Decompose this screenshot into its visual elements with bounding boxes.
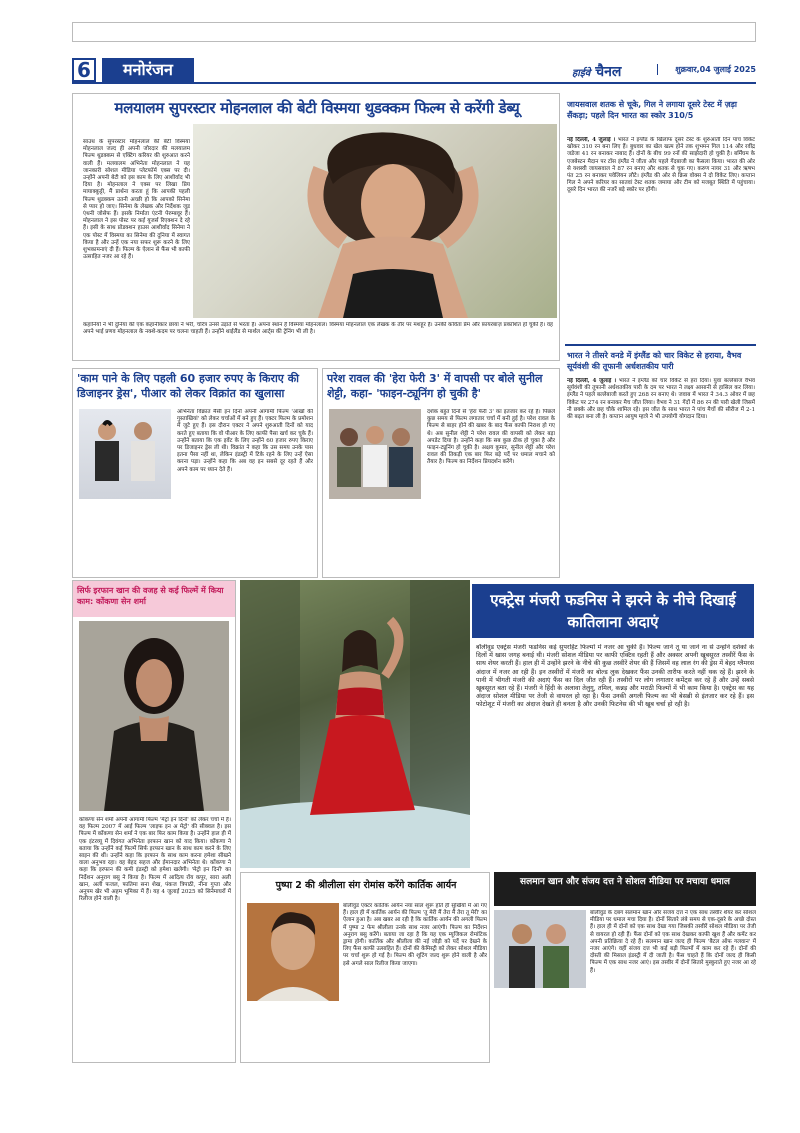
manjari-figure xyxy=(240,580,470,868)
sidebar-bottom-dateline: नई दिल्ली, 4 जुलाई । xyxy=(567,378,617,384)
vismaya-photo xyxy=(193,124,557,318)
salman-photo xyxy=(494,910,586,988)
manjari-photo xyxy=(240,580,470,868)
vikrant-photo xyxy=(79,409,171,499)
sidebar-top-dateline: नई दिल्ली, 4 जुलाई । xyxy=(567,137,616,143)
konkona-photo xyxy=(79,621,229,811)
pushpa-text: बॉलीवुड एक्टर कार्तिक आर्यन नया साल शुरू होते ही सुर्खियों में आ गए हैं। हाल ही में कार्तिक आर्यन की फिल्म 'तू मेरी मैं तेरा मैं तेरा तू मेरी' का ऐलान हुआ है। अब खबर आ रही है कि कार्तिक आर्यन की अगली फिल्म में पुष्पा 2 फेम श्रीलीला उनके साथ नजर आएंगी। फिल्म का निर्देशन अनुराग बसु करेंगे। बताया जा रहा है कि यह एक म्यूजिकल रोमांटिक ड्रामा होगी। कार्तिक और श्रीलीला की नई जोड़ी को पर्दे पर देखने के लिए फैंस काफी उत्साहित हैं। दोनों की केमिस्ट्री को लेकर सोशल मीडिया पर चर्चा शुरू हो गई है। फिल्म की शूटिंग जल्द शुरू होने वाली है और इसे अगले साल रिलीज किया जाएगा। xyxy=(343,903,487,967)
konkona-band: सिर्फ इरफान खान की वजह से कई फिल्में में किया काम: कोंकणा सेन शर्मा xyxy=(73,581,235,617)
page-header xyxy=(72,58,756,84)
section-title: मनोरंजन xyxy=(102,58,194,82)
sidebar-divider xyxy=(565,344,756,346)
main-bottom-text: कहानियों ने भी दुनिया की एक कहानीकार छाया ने भरी, चरित्र उनसे उड़ाते से भरता है। अपना स्थान है विस्मया मोहनलाल। विस्मया मोहनलाल एक लेखक के तौर पर मशहूर हैं। उनकी कविता प्रेम और फ़ायरबाज़ प्रकाशित हो चुकी है। वह अपने भाई प्रणव मोहनलाल के नक्शे-कदम पर चलना चाहती हैं। उन्होंने थाईलैंड से मार्शल आर्ट्स की ट्रेनिंग भी ली है। xyxy=(83,322,553,336)
paresh-text: दर्शक बहुत दिनों से 'हेरा फेरी 3' का इंतजार कर रहे हैं। पिछले कुछ समय से फिल्म लगातार चर्चा में बनी हुई है। परेश रावल के फिल्म से बाहर होने की खबर के बाद फैंस काफी निराश हो गए थे। अब सुनील शेट्टी ने परेश रावल की वापसी को लेकर बड़ा अपडेट दिया है। उन्होंने कहा कि सब कुछ ठीक हो चुका है और फाइन-ट्यूनिंग हो चुकी है। अक्षय कुमार, सुनील शेट्टी और परेश रावल की तिकड़ी एक बार फिर बड़े पर्दे पर धमाल मचाने को तैयार है। फिल्म का निर्देशन प्रियदर्शन करेंगे। xyxy=(427,409,555,466)
story-salman xyxy=(494,872,756,1063)
story-paresh xyxy=(322,368,560,578)
brand-right: चैनल xyxy=(595,64,622,80)
vismaya-figure xyxy=(193,124,557,318)
story-manjari xyxy=(240,580,756,870)
konkona-text: कोंकणा सेन शर्मा अपनी आगामी फिल्म 'मेट्रो इन दिनों' को लेकर चर्चा में हैं। वह फिल्म 2007 में आई फिल्म 'लाइफ इन अ मेट्रो' की सीक्वल है। इस फिल्म में कोंकणा सेन शर्मा ने एक बार फिर काम किया है। उन्होंने हाल ही में एक इंटरव्यू में दिवंगत अभिनेता इरफान खान को याद किया। कोंकणा ने बताया कि उन्होंने कई फिल्में सिर्फ इरफान खान के साथ काम करने के लिए साइन की थीं। उन्होंने कहा कि इरफान के साथ काम करना हमेशा सीखने वाला अनुभव रहा। वह बेहद सहज और ईमानदार अभिनेता थे। कोंकणा ने कहा कि इरफान की कमी इंडस्ट्री को हमेशा खलेगी। 'मेट्रो इन दिनों' का निर्देशन अनुराग बसु ने किया है। फिल्म में आदित्य रॉय कपूर, सारा अली खान, अली फजल, फातिमा सना शेख, पंकज त्रिपाठी, नीना गुप्ता और अनुपम खेर भी अहम भूमिका में हैं। यह 4 जुलाई 2025 को सिनेमाघरों में रिलीज होने वाली है। xyxy=(79,817,231,903)
main-story xyxy=(72,93,560,361)
paresh-figures xyxy=(329,409,421,499)
salman-figures xyxy=(494,910,586,988)
sidebar-top-headline: जायसवाल शतक से चूके, गिल ने लगाया दूसरे टेस्ट में ज़ड़ा सैंकड़ा; पहले दिन भारत का स्कोर 310/5 xyxy=(567,100,737,120)
main-col-text: साउथ के सुपरस्टार मोहनलाल की बेटी विस्मया मोहनलाल जल्द ही अपनी जोरदार की मलयालम फिल्म थुडक्कम से एक्टिंग करियर की शुरुआत करने वाली हैं। मलयालम अभिनेता मोहनलाल ने यह जानकारी सोशल मीडिया प्लेटफॉर्म एक्स पर दी। उन्होंने अपनी बेटी को इस काम के लिए आशीर्वाद भी दिया है। मोहनलाल ने एक्स पर लिखा प्रिय मायाक्कुट्टी, मैं प्रार्थना करता हूं कि आपकी पहली फिल्म थुडक्कम उतनी अच्छी हो कि आपको सिनेमा से प्यार हो जाए। सिनेमा के लेखक और निर्देशक जूड एंथनी जोसेफ हैं। इसके निर्माता एंटनी पेरुम्बवूर हैं। मोहनलाल ने इस पोस्ट पर कई यूजर्स रिएक्शन दे रहे हैं। इसी के साथ प्रोडक्शन हाउस आशीर्वाद सिनेमा ने एक पोस्ट में विस्मया का सिनेमा की दुनिया में स्वागत किया है और उन्हें एक नया सफर शुरू करने के लिए शुभकामनाएं दी हैं। फिल्म के ऐलान से फैंस भी काफी उत्साहित नजर आ रहे हैं। xyxy=(83,139,190,261)
sidebar-top-body: भारत ने इंग्लैंड के खिलाफ दूसरे टेस्ट के शुरुआती दिन पांच विकेट खोकर 310 रन बना लिए हैं। बुधवार का खेल खत्म होने तक शुभमन गिल 114 और रवींद्र जडेजा 41 रन बनाकर नाबाद हैं। दोनों के बीच 99 रनों की साझेदारी हो चुकी है। बर्मिंघम के एजबेस्टन मैदान पर टॉस इंग्लैंड ने जीता और पहले गेंदबाजी का फैसला किया। भारत की ओर से यशस्वी जायसवाल ने 87 रन बनाए और शतक से चूक गए। करुण नायर 31 और ऋषभ पंत 25 रन बनाकर पवेलियन लौटे। इंग्लैंड की ओर से क्रिस वोक्स ने दो विकेट लिए। कप्तान गिल ने अपने करियर का सातवां टेस्ट शतक जमाया और टीम को मजबूत स्थिति में पहुंचाया। दूसरे दिन भारत की नजरें बड़े स्कोर पर होंगी। xyxy=(567,137,755,194)
paresh-headline: परेश रावल की 'हेरा फेरी 3' में वापसी पर बोले सुनील शेट्टी, कहा- 'फाइन-ट्यूनिंग हो चुकी है' xyxy=(327,372,543,400)
brand-logo xyxy=(572,62,621,81)
vikrant-text: अभिनेता विक्रांत मैसी इन दिनों अपनी आगामी फिल्म 'आंखों की गुस्ताखियां' को लेकर चर्चाओं में बने हुए हैं। एक्टर फिल्म के प्रमोशन में जुटे हुए हैं। इस दौरान एक्टर ने अपने शुरुआती दिनों को याद करते हुए बताया कि वो पीआर के लिए काफी पैसा खर्च कर चुके हैं। उन्होंने बताया कि एक इवेंट के लिए उन्होंने 60 हजार रुपए किराए पर डिजाइनर ड्रेस ली थी। विक्रांत ने कहा कि उस समय उनके पास इतना पैसा नहीं था, लेकिन इंडस्ट्री में टिके रहने के लिए उन्हें ऐसा करना पड़ा। उन्होंने कहा कि अब वह इन सबसे दूर रहते हैं और अपने काम पर ध्यान देते हैं। xyxy=(177,409,313,473)
sidebar-cricket-odi xyxy=(565,348,756,578)
manjari-text: बॉलीवुड एक्ट्रेस मंजरी फडनिस कई सुपरहिट फिल्मों में नजर आ चुकी हैं। फिल्म जाने तू या जाने ना से उन्होंने दर्शकों के दिलों में खास जगह बनाई थी। मंजरी सोशल मीडिया पर काफी एक्टिव रहती हैं और अक्सर अपनी खूबसूरत तस्वीरें फैंस के साथ शेयर करती हैं। हाल ही में उन्होंने झरने के नीचे की कुछ तस्वीरें शेयर की हैं जिसमें वह लाल रंग की ड्रेस में बेहद ग्लैमरस अंदाज में नजर आ रही हैं। इन तस्वीरों में मंजरी का बोल्ड लुक देखकर फैंस उनकी तारीफ करते नहीं थक रहे हैं। झरने के पानी में भीगती मंजरी की अदाएं फैंस का दिल जीत रही हैं। तस्वीरों पर लोग लगातार कमेंट्स कर रहे हैं और उन्हें सबसे खूबसूरत बता रहे हैं। मंजरी ने हिंदी के अलावा तेलुगु, तमिल, कन्नड़ और मराठी फिल्मों में भी काम किया है। एक्ट्रेस का यह अंदाज सोशल मीडिया पर तेजी से वायरल हो रहा है। फैंस उनकी अगली फिल्म का भी बेसब्री से इंतजार कर रहे हैं। इस फोटोशूट में मंजरी का अंदाज देखते ही बनता है और उनकी फिटनेस की भी खूब चर्चा हो रही है। xyxy=(476,644,754,709)
story-vikrant xyxy=(72,368,318,578)
salman-text: बॉलीवुड के दबंग सलमान खान और संजय दत्त ने एक साथ तस्वीर शेयर कर सोशल मीडिया पर धमाल मचा दिया है। दोनों सितारे लंबे समय से एक-दूसरे के अच्छे दोस्त हैं। हाल ही में दोनों को एक साथ देखा गया जिसकी तस्वीरें सोशल मीडिया पर तेजी से वायरल हो रही हैं। फैंस दोनों को एक साथ देखकर काफी खुश हैं और कमेंट कर अपनी प्रतिक्रिया दे रहे हैं। सलमान खान जल्द ही फिल्म 'बैटल ऑफ गलवान' में नजर आएंगे। वहीं संजय दत्त भी कई बड़ी फिल्मों में काम कर रहे हैं। दोनों की दोस्ती की मिसाल इंडस्ट्री में दी जाती है। फैंस चाहते हैं कि दोनों जल्द ही किसी फिल्म में एक साथ नजर आएं। इस तस्वीर में दोनों सितारे मुस्कुराते हुए नजर आ रहे हैं। xyxy=(590,910,756,974)
kartik-figure xyxy=(247,903,339,1001)
salman-headline-box xyxy=(494,872,756,906)
pushpa-headline: पुष्पा 2 की श्रीलीला संग रोमांस करेंगे कार्तिक आर्यन xyxy=(275,880,457,891)
manjari-headline: एक्ट्रेस मंजरी फडनिस ने झरने के नीचे दिखाई कातिलाना अदाएं xyxy=(490,591,736,631)
story-konkona xyxy=(72,580,236,1063)
main-headline: मलयालम सुपरस्टार मोहनलाल की बेटी विस्मया थुडक्कम फिल्म से करेंगी डेब्यू xyxy=(114,99,520,117)
konkona-figure xyxy=(79,621,229,811)
kartik-photo xyxy=(247,903,339,1001)
sidebar-top-text xyxy=(567,137,755,337)
paresh-photo xyxy=(329,409,421,499)
header-date: शुक्रवार,04 जुलाई 2025 xyxy=(657,64,756,75)
salman-headline: सलमान खान और संजय दत्त ने सोशल मीडिया पर मचाया धमाल xyxy=(520,877,730,887)
sidebar-cricket-test xyxy=(565,93,756,340)
top-rule xyxy=(72,22,756,42)
vikrant-headline: 'काम पाने के लिए पहली 60 हजार रुपए के किराए की डिजाइनर ड्रेस', पीआर को लेकर विक्रांत का खुलासा xyxy=(77,372,300,400)
sidebar-bottom-body: भारत ने इंग्लैंड को चार विकेट से हरा दिया। युवा बल्लेबाज वैभव सूर्यवंशी की तूफानी अर्धशतकीय पारी के दम पर भारत ने लक्ष्य आसानी से हासिल कर लिया। इंग्लैंड ने पहले बल्लेबाजी करते हुए 268 रन बनाए थे। जवाब में भारत ने 34.3 ओवर में छह विकेट पर 274 रन बनाकर मैच जीत लिया। वैभव ने 31 गेंदों में 86 रन की पारी खेली जिसमें नौ छक्के और छह चौके शामिल रहे। इस जीत के साथ भारत ने पांच मैचों की सीरीज में 2-1 की बढ़त बना ली है। कप्तान आयुष म्हात्रे ने भी उपयोगी योगदान दिया। xyxy=(567,378,755,421)
vikrant-figures xyxy=(79,409,171,499)
brand-left: हाईवे xyxy=(572,68,591,79)
sidebar-bottom-headline: भारत ने तीसरे वनडे में इंग्लैंड को चार विकेट से हराया, वैभव सूर्यवंशी की तूफानी अर्धशतकीय पारी xyxy=(567,351,742,371)
sidebar-bottom-text xyxy=(567,378,755,573)
page-number: 6 xyxy=(72,58,96,82)
manjari-headline-box xyxy=(472,584,754,638)
story-pushpa xyxy=(240,872,490,1063)
